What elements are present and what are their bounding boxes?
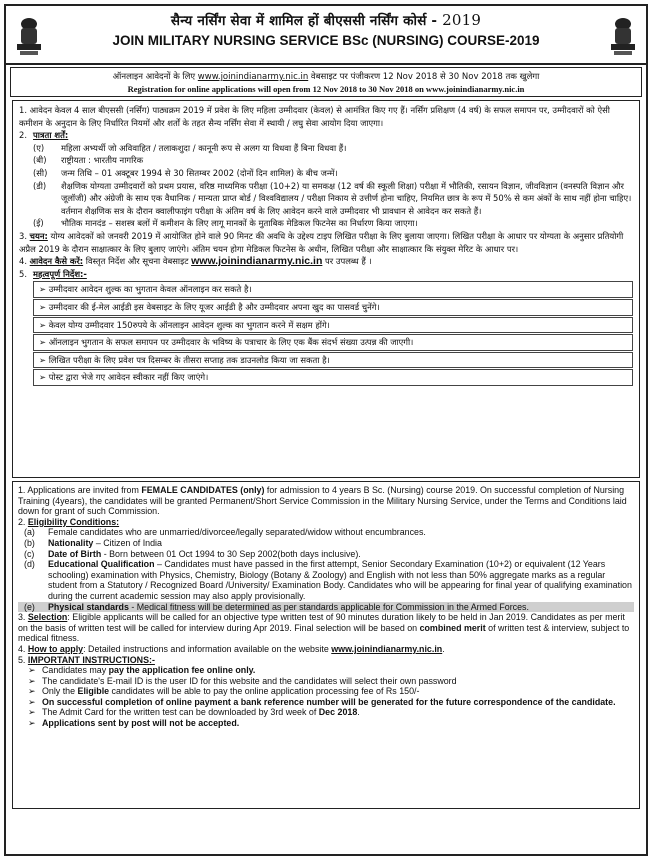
item-label: (a) <box>24 527 35 538</box>
item-label: (ए) <box>33 142 45 153</box>
instruction-text: लिखित परीक्षा के लिए प्रवेश पत्र दिसम्बर के तीसरा सप्ताह तक डाउनलोड किया जा सकता है। <box>48 354 330 365</box>
english-instructions-list <box>18 665 634 729</box>
bullet-icon: ➢ <box>28 665 36 676</box>
section-heading: How to apply <box>27 643 84 654</box>
bullet-icon: ➢ <box>39 319 49 330</box>
para-number: 5. <box>19 268 27 279</box>
hindi-instructions-heading <box>19 268 633 281</box>
registration-english: Registration for online applications will open from 12 Nov 2018 to 30 Nov 2018 on www.joinindianarmy.nic.in <box>127 84 525 94</box>
english-instruction-item <box>28 686 634 697</box>
hindi-instruction-item <box>33 369 633 386</box>
para-number: 3. <box>19 230 27 241</box>
hindi-instruction-item <box>33 352 633 369</box>
para-number: 4. <box>19 256 27 267</box>
hindi-selection <box>19 230 633 255</box>
hindi-instruction-item <box>33 299 633 316</box>
instruction-text: उम्मीदवार की ई-मेल आईडी इस वेबसाइट के लिए यूजर आईडी है और उम्मीदवार अपना खुद का पासवर्ड चुनेंगे। <box>48 301 380 312</box>
title-hindi-text: सैन्य नर्सिंग सेवा में शामिल हों बीएससी नर्सिंग कोर्स - <box>170 13 438 29</box>
para-number: 4. <box>18 643 26 654</box>
english-selection <box>18 612 634 644</box>
item-label: (सी) <box>33 167 48 178</box>
english-how-to-apply <box>18 644 634 655</box>
item-text: - Born between 01 Oct 1994 to 30 Sep 2002(both days inclusive). <box>101 548 361 559</box>
english-para-1 <box>18 485 634 517</box>
hindi-eligibility-item <box>19 167 633 180</box>
item-text: – Candidates must have passed in the first attempt, Senior Secondary Examination (10+2) or equivalent (12 Years schooling) examination with Physics, Chemistry, Biology (Botany & Zoology) and English with not less than 50% aggregate marks as a regular student from a Statutory / Recognized Board /University/ Examination Body. Candidates who will be appearing for final year of qualifying examination during the current academic session may also apply provisionally. <box>48 559 632 601</box>
selection-text: : Eligible applicants will be called for an objective type written test of 90 minutes duration likely to be held in Jan 2019. Candidates as per merit on the basis of written test will be called for interview during Apr 2019. Final selection will be based on <box>18 612 625 633</box>
instruction-text: ऑनलाइन भुगतान के सफल समापन पर उम्मीदवार के भविष्य के पत्राचार के लिए एक बैंक संदर्भ संख्या उत्पन्न की जाएगी। <box>48 337 414 348</box>
army-emblem-icon <box>12 15 46 57</box>
english-instruction-item <box>28 707 634 718</box>
registration-hindi-lead: ऑनलाइन आवेदनों के लिए <box>112 72 196 82</box>
section-heading: पात्रता शर्तें: <box>33 130 69 141</box>
english-instruction-item <box>28 676 634 687</box>
bullet-icon: ➢ <box>39 337 49 348</box>
instruction-text: Candidates may <box>42 665 109 676</box>
item-text: महिला अभ्यर्थी जो अविवाहित / तलाकशुदा / कानूनी रूप से अलग या विधवा हैं बिना विधवा हैं। <box>61 142 347 153</box>
bullet-icon: ➢ <box>39 354 49 365</box>
bullet-icon: ➢ <box>39 372 49 383</box>
instruction-text: पोस्ट द्वारा भेजे गए आवेदन स्वीकार नहीं किए जाएंगे। <box>48 372 209 383</box>
website-link[interactable]: www.joinindianarmy.nic.in <box>191 255 323 268</box>
instruction-bold: Applications sent by post will not be accepted. <box>42 718 240 729</box>
bullet-icon: ➢ <box>28 675 36 686</box>
english-eligibility-heading <box>18 517 634 528</box>
bullet-icon: ➢ <box>39 284 49 295</box>
hindi-eligibility-item <box>19 217 633 230</box>
selection-emphasis: combined merit <box>419 622 486 633</box>
title-hindi <box>6 11 646 29</box>
instruction-text: केवल योग्य उम्मीदवार 150रुपये के ऑनलाइन आवेदन शुल्क का भुगतान करने में सक्षम होंगे। <box>48 319 330 330</box>
english-instruction-item <box>28 665 634 676</box>
hindi-instruction-item <box>33 334 633 351</box>
para-text: 1. Applications are invited from <box>18 485 139 495</box>
para-number: 5. <box>18 654 26 665</box>
hindi-instruction-item <box>33 281 633 298</box>
instruction-text: . <box>357 707 360 718</box>
registration-box <box>10 67 642 97</box>
section-heading: Selection <box>27 612 68 623</box>
hindi-eligibility-item <box>19 180 633 218</box>
hindi-eligibility-item <box>19 154 633 167</box>
item-label: (b) <box>24 537 35 548</box>
item-label: (ई) <box>33 218 44 229</box>
hindi-section <box>12 100 640 478</box>
item-text: Female candidates who are unmarried/divorcee/legally separated/widow without encumbrances. <box>48 527 426 538</box>
selection-tail: of written test & interview, subject to medical fitness. <box>18 622 630 644</box>
item-text: – Citizen of India <box>93 537 162 548</box>
hindi-eligibility-item <box>19 142 633 155</box>
item-text: भौतिक मानदंड – सशस्त्र बलों में कमीशन के लिए लागू मानकों के मुताबिक मेडिकल फिटनेस का निर्धारण किया जाएगा। <box>61 218 418 229</box>
bullet-icon: ➢ <box>28 686 36 697</box>
section-heading: Eligibility Conditions: <box>27 516 120 527</box>
registration-hindi <box>11 71 641 82</box>
title-english: JOIN MILITARY NURSING SERVICE BSc (NURSING) COURSE-2019 <box>112 33 540 48</box>
instruction-text: candidates will be able to pay the online application processing fee of Rs 150/- <box>109 686 420 697</box>
english-instruction-item <box>28 697 634 708</box>
instruction-bold: On successful completion of online payment a bank reference number will be generated for the future correspondence of the candidate. <box>42 696 616 707</box>
item-bold: Nationality <box>48 537 94 548</box>
item-bold: Physical standards <box>48 601 129 612</box>
english-eligibility-item <box>18 559 634 601</box>
item-label: (बी) <box>33 155 47 166</box>
item-bold: Date of Birth <box>48 548 102 559</box>
section-heading: आवेदन कैसे करें: <box>29 256 84 267</box>
english-eligibility-item <box>18 527 634 538</box>
hindi-eligibility-heading <box>19 129 633 142</box>
english-instructions-heading <box>18 655 634 666</box>
english-instruction-item <box>28 718 634 729</box>
instruction-text: The candidate's E-mail ID is the user ID for this website and the candidates will select their own password <box>42 675 457 686</box>
selection-text: योग्य आवेदकों को जनवरी 2019 में आयोजित होने वाले 90 मिनट की अवधि के उद्देश्य टाइप लिखित परीक्षा के लिए बुलाया जाएगा। लिखित परीक्षा के आधार पर योग्यता के अनुसार प्रतियोगी अप्रैल 2019 के दौरान साक्षात्कार के लिए बुलाए जाएंगे। अंतिम चयन होगा मेडिकल फिटनेस के अधीन, लिखित परीक्षा और साक्षात्कार कि संयुक्त मेरिट के आधार पर। <box>19 230 624 254</box>
registration-url[interactable]: www.joinindianarmy.nic.in <box>197 72 309 82</box>
item-text: - Medical fitness will be determined as per standards applicable for Commission in the Armed Forces. <box>128 601 529 612</box>
section-heading: IMPORTANT INSTRUCTIONS:- <box>27 654 155 665</box>
instruction-text: उम्मीदवार आवेदन शुल्क का भुगतान केवल ऑनलाइन कर सकते है। <box>48 284 252 295</box>
para-number: 2. <box>19 130 27 141</box>
instruction-bold: pay the application fee online only. <box>108 665 256 676</box>
section-heading: चयन: <box>29 230 48 241</box>
how-to-apply-tail: . <box>442 643 445 654</box>
army-emblem-icon <box>606 15 640 57</box>
english-eligibility-item <box>18 549 634 560</box>
para-emphasis: FEMALE CANDIDATES (only) <box>141 485 265 495</box>
english-eligibility-item <box>18 602 634 613</box>
para-number: 2. <box>18 516 26 527</box>
item-label: (डी) <box>33 180 47 191</box>
hindi-how-to-apply <box>19 255 633 268</box>
how-to-apply-text: विस्तृत निर्देश और सूचना वेबसाइट <box>85 256 189 267</box>
para-text: for admission to 4 years B Sc. (Nursing) course 2019. On successful completion of Nursing Training (4years), the candidates will be granted Permanent/Short Service Commission in the Military Nursing Service, under the Terms and Conditions laid down for grant of such Commission. <box>18 485 627 517</box>
item-label: (c) <box>24 548 35 559</box>
instruction-text: Only the <box>42 686 78 697</box>
item-text: जन्म तिथि – 01 अक्टूबर 1994 से 30 सितम्बर 2002 (दोनों दिन शामिल) के बीच जन्में। <box>61 167 338 178</box>
title-year: 2019 <box>442 11 482 29</box>
how-to-apply-tail: पर उपलब्ध हैं । <box>325 256 372 267</box>
website-link[interactable]: www.joinindianarmy.nic.in <box>331 643 443 654</box>
english-section <box>12 481 640 809</box>
bullet-icon: ➢ <box>28 718 36 729</box>
item-text: राष्ट्रीयता : भारतीय नागरिक <box>61 155 144 166</box>
instruction-bold: Eligible <box>77 686 110 697</box>
bullet-icon: ➢ <box>28 696 36 707</box>
instruction-text: The Admit Card for the written test can be downloaded by 3rd week of <box>42 707 319 718</box>
registration-hindi-dates: वेबसाइट पर पंजीकरण 12 Nov 2018 से 30 Nov 2018 तक खुलेगा <box>310 72 540 82</box>
english-eligibility-item <box>18 538 634 549</box>
item-label: (e) <box>24 601 35 612</box>
item-label: (d) <box>24 559 35 570</box>
advertisement <box>4 4 648 856</box>
para-number: 3. <box>18 612 26 623</box>
instruction-bold: Dec 2018 <box>318 707 358 718</box>
how-to-apply-text: : Detailed instructions and information available on the website <box>83 643 329 654</box>
item-bold: Educational Qualification <box>48 559 155 570</box>
item-text: शैक्षणिक योग्यता उम्मीदवारों को प्रथम प्रयास, वरिष्ठ माध्यमिक परीक्षा (10+2) या समकक्ष (12 वर्ष की स्कूली शिक्षा) परीक्षा में भौतिकी, रसायन विज्ञान, जीवविज्ञान (वनस्पति विज्ञान और जूलॉजी) और अंग्रेजी के साथ एक वैधानिक / मान्यता प्राप्त बोर्ड / विश्वविद्यालय / परीक्षा निकाय से उत्तीर्ण होना चाहिए, नियमित छात्र के रूप में 50% से कम अंकों के साथ नहीं होना चाहिए। वर्तमान शैक्षणिक सत्र के दौरान क्वालीफाइंग परीक्षा के अंतिम वर्ष के लिए आवेदन करने वाले उम्मीदवार भी प्रावधान से आवेदन कर सकते हैं। <box>61 180 632 216</box>
bullet-icon: ➢ <box>39 301 49 312</box>
section-heading: महत्वपूर्ण निर्देश:- <box>33 268 87 279</box>
hindi-para-1: 1. आवेदन केवल 4 साल बीएससी (नर्सिंग) पाठ्यक्रम 2019 में प्रवेश के लिए महिला उम्मीदवार (केवल) से आमंत्रित किए गए हैं। नर्सिंग प्रशिक्षण (4 वर्ष) के सफल समापन पर, उम्मीदवारों को ऐसी कमीशन के अनुदान के लिए निर्धारित नियमों और शर्तों के तहत सैन्य नर्सिंग सेवा में स्थायी / लघु सेवा आयोग दिया जाएगा। <box>19 105 610 128</box>
bullet-icon: ➢ <box>28 707 36 718</box>
hindi-instruction-item <box>33 317 633 334</box>
header <box>6 11 646 65</box>
